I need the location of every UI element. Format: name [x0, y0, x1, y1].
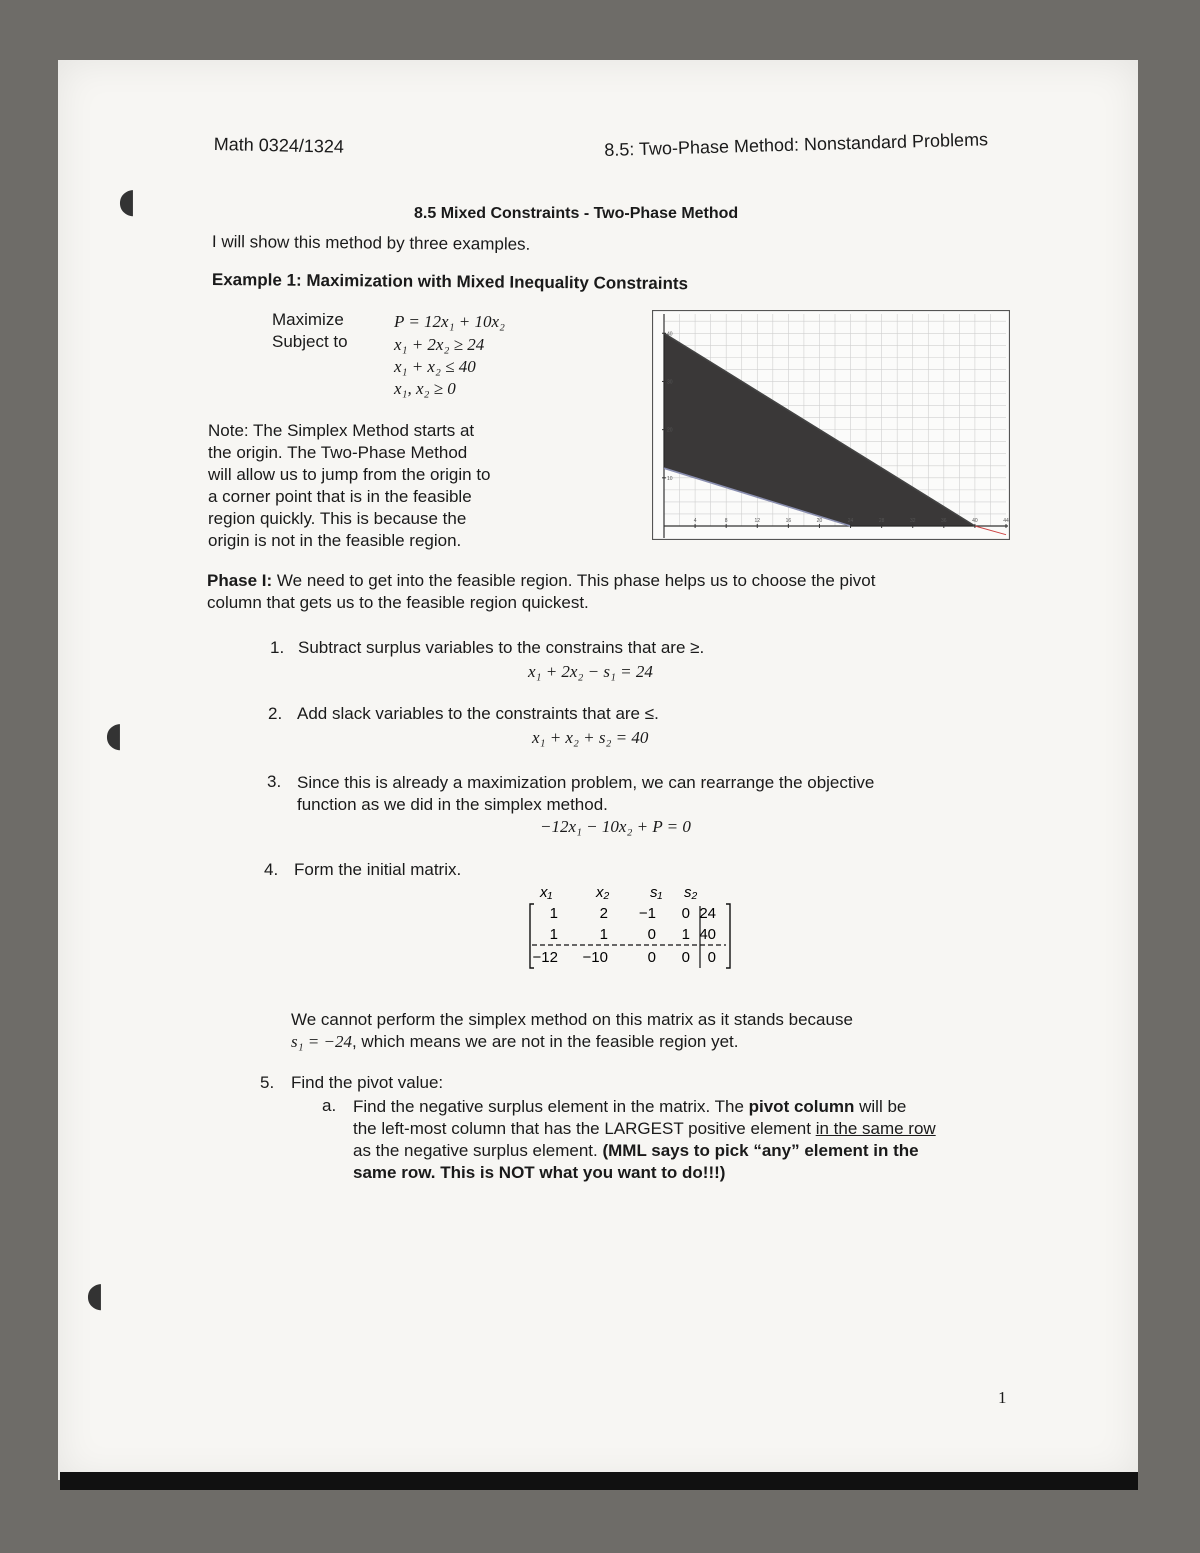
initial-matrix — [526, 880, 736, 972]
x-tick-label: 16 — [785, 518, 792, 524]
pivot-column-term: pivot column — [748, 1097, 855, 1116]
matrix-cell: 0 — [681, 905, 690, 922]
phase1-paragraph — [207, 570, 967, 614]
matrix-cell: 0 — [647, 926, 656, 943]
matrix-cell: 1 — [681, 926, 690, 943]
step-5-number: 5. — [260, 1073, 275, 1092]
matrix-cell: 1 — [599, 926, 608, 943]
intro-text: I will show this method by three examples. — [211, 232, 531, 254]
note-line: Note: The Simplex Method starts at — [208, 421, 475, 440]
step-3-equation: −12x₁ − 10x₂ + P = 0 — [540, 817, 691, 836]
x-tick-label: 24 — [847, 518, 854, 524]
note-line: region quickly. This is because the — [208, 509, 467, 528]
step-3-text — [297, 772, 874, 816]
step-5a-letter: a. — [322, 1096, 337, 1115]
note-line: the origin. The Two-Phase Method — [208, 443, 468, 462]
matrix-column-header: x₂ — [596, 884, 610, 901]
maximize-label: Maximize — [272, 310, 344, 329]
y-tick-label: 40 — [667, 331, 673, 338]
matrix-cell: 24 — [699, 905, 716, 922]
step-1-number: 1. — [270, 638, 285, 657]
note-line: origin is not in the feasible region. — [208, 531, 462, 550]
subject-to-label: Subject to — [272, 332, 348, 351]
step-2-equation: x₁ + x₂ + s₂ = 40 — [532, 728, 649, 747]
phase1-label: Phase I: — [207, 571, 273, 590]
matrix-right-bracket — [726, 904, 730, 968]
matrix-cell: −10 — [582, 949, 608, 966]
x-tick-label: 32 — [909, 518, 916, 524]
matrix-cell: 1 — [549, 926, 558, 943]
x-tick-label: 44 — [1003, 518, 1009, 524]
step-5-text: Find the pivot value: — [291, 1073, 444, 1092]
surplus-value: s₁ = −24 — [291, 1032, 352, 1051]
step-2-number: 2. — [268, 704, 283, 723]
page-title: 8.5 Mixed Constraints - Two-Phase Method — [414, 205, 739, 222]
punch-hole: ◖ — [118, 181, 136, 221]
matrix-cell: 0 — [707, 949, 716, 966]
y-tick-label: 30 — [667, 379, 673, 386]
step-1-text: Subtract surplus variables to the constrains that are ≥. — [298, 638, 705, 657]
step-4-number: 4. — [264, 860, 279, 879]
matrix-cell: 2 — [599, 905, 608, 922]
mml-warning-line2: same row. This is NOT what you want to do!!!) — [353, 1163, 726, 1182]
punch-hole: ◖ — [86, 1275, 104, 1315]
page-number: 1 — [998, 1388, 1007, 1407]
step-1-equation: x₁ + 2x₂ − s₁ = 24 — [528, 662, 653, 681]
cannot-text-line2: s₁ = −24, which means we are not in the feasible region yet. — [291, 1032, 739, 1051]
x-tick-label: 20 — [816, 518, 823, 524]
same-row-term: in the same row — [815, 1119, 936, 1138]
step-3-number: 3. — [267, 772, 282, 791]
matrix-column-header: x₁ — [540, 884, 553, 901]
objective-function: P = 12x₁ + 10x₂ — [394, 312, 505, 331]
step-2-text: Add slack variables to the constraints that are ≤. — [297, 704, 659, 723]
x-tick-label: 36 — [941, 518, 947, 524]
matrix-cell: 1 — [549, 905, 558, 922]
course-label: Math 0324/1324 — [213, 134, 345, 157]
mml-warning: (MML says to pick “any” element in the — [602, 1141, 919, 1160]
phase1-text-line2: column that gets us to the feasible region quickest. — [207, 593, 589, 612]
punch-hole: ◖ — [105, 715, 123, 755]
step-4-text: Form the initial matrix. — [294, 860, 462, 879]
x-tick-label: 28 — [878, 518, 885, 524]
y-tick-label: 20 — [667, 427, 673, 434]
feasible-region-graph — [652, 310, 1010, 540]
y-tick-label: 10 — [667, 475, 673, 482]
step-3-line: function as we did in the simplex method. — [297, 795, 608, 814]
matrix-cell: −1 — [638, 905, 656, 922]
x-tick-label: 8 — [724, 518, 728, 524]
matrix-column-header: s₂ — [684, 884, 698, 901]
step-5a-text: Find the negative surplus element in the matrix. The pivot column will be the left-most column that has the LARGEST positive element in the same row as the negative surplus element. (MML says to pick “any” element in the same row. This is NOT what you want to do!!!) — [353, 1097, 936, 1182]
matrix-cell: −12 — [532, 949, 558, 966]
x-tick-label: 40 — [972, 518, 978, 524]
matrix-cell: 40 — [699, 926, 716, 943]
example-heading: Example 1: Maximization with Mixed Inequality Constraints — [211, 270, 689, 294]
constraint-3: x₁, x₂ ≥ 0 — [394, 379, 456, 398]
constraint-2: x₁ + x₂ ≤ 40 — [394, 357, 476, 376]
section-header: 8.5: Two-Phase Method: Nonstandard Problems — [604, 129, 989, 160]
x-tick-label: 4 — [693, 518, 697, 524]
step-3-line: Since this is already a maximization problem, we can rearrange the objective — [297, 773, 875, 792]
cannot-text-line1: We cannot perform the simplex method on this matrix as it stands because — [291, 1010, 853, 1029]
note-line: a corner point that is in the feasible — [208, 487, 472, 506]
note-paragraph — [208, 420, 538, 552]
matrix-cell: 0 — [647, 949, 656, 966]
matrix-cell: 0 — [681, 949, 690, 966]
page-bottom-edge — [60, 1472, 1138, 1490]
phase1-text: We need to get into the feasible region. This phase helps us to choose the pivot — [272, 571, 876, 590]
x-tick-label: 12 — [754, 518, 761, 524]
note-line: will allow us to jump from the origin to — [208, 465, 491, 484]
matrix-column-header: s₁ — [650, 884, 663, 901]
constraint-1: x₁ + 2x₂ ≥ 24 — [394, 335, 485, 354]
